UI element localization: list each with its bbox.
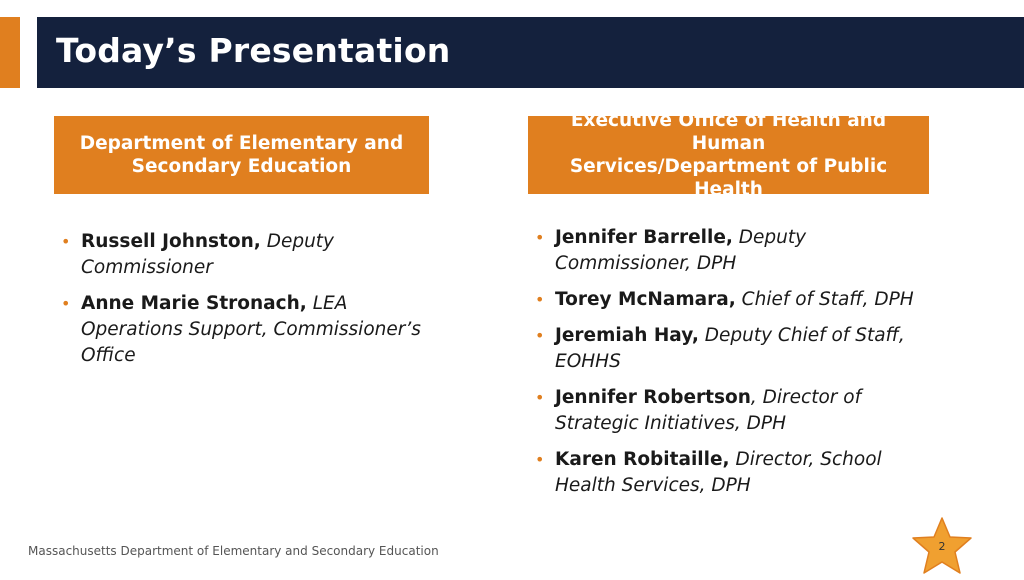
bullet-icon: • (535, 290, 545, 309)
list-item (535, 385, 915, 437)
eohhs-presenter-list (535, 225, 915, 509)
title-bar (37, 17, 1024, 88)
presenter-role: LEA Operations Support, Commissioner’s Office (81, 293, 421, 366)
presenter-name: Jennifer Robertson (555, 387, 751, 408)
presenter-role: Deputy Commissioner (81, 231, 334, 278)
eohhs-heading: Executive Office of Health and Human Services/Department of Public Health (569, 110, 888, 200)
list-item (535, 323, 915, 375)
list-item (535, 447, 915, 499)
page-number: 2 (938, 540, 946, 553)
bullet-icon: • (61, 232, 71, 251)
presenter-role: Director, School Health Services, DPH (555, 449, 882, 496)
eohhs-heading-box (528, 110, 929, 200)
presenter-role: Deputy Chief of Staff, EOHHS (555, 325, 905, 372)
presenter-role: , Director of Strategic Initiatives, DPH (555, 387, 862, 434)
dese-heading-box (54, 116, 429, 194)
presenter-name: Karen Robitaille, (555, 449, 730, 470)
bullet-icon: • (61, 294, 71, 313)
page-title: Today’s Presentation (56, 31, 451, 70)
presenter-name: Russell Johnston, (81, 231, 261, 252)
footer-text: Massachusetts Department of Elementary and Secondary Education (28, 544, 439, 558)
bullet-icon: • (535, 326, 545, 345)
presenter-name: Jeremiah Hay, (555, 325, 699, 346)
presenter-name: Torey McNamara, (555, 289, 736, 310)
list-item (535, 287, 915, 313)
presenter-name: Jennifer Barrelle, (555, 227, 733, 248)
presenter-role: Deputy Commissioner, DPH (555, 227, 807, 274)
bullet-icon: • (535, 450, 545, 469)
list-item (61, 291, 431, 369)
dese-heading: Department of Elementary and Secondary Education (79, 133, 404, 177)
list-item (535, 225, 915, 277)
page-number-badge (911, 516, 973, 576)
dese-presenter-list (61, 229, 431, 379)
bullet-icon: • (535, 388, 545, 407)
list-item (61, 229, 431, 281)
presenter-role: Chief of Staff, DPH (735, 289, 914, 310)
presenter-name: Anne Marie Stronach, (81, 293, 307, 314)
title-accent-bar (0, 17, 20, 88)
bullet-icon: • (535, 228, 545, 247)
